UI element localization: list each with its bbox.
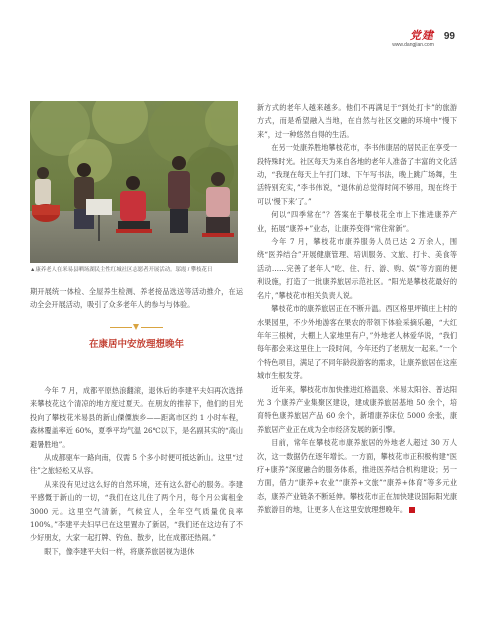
paragraph: 眼下，像李建平夫妇一样，将康养旅居视为退休 — [44, 546, 195, 556]
page-header — [392, 30, 455, 50]
paragraph: 期开展统一体检、全屋养生检测、养老接品选送等活动推介，在运动全会开展活动，吸引了众多老年人的参与与体验。 — [30, 287, 243, 310]
section-divider — [30, 322, 243, 334]
paragraph: 今年 7 月，成都平原热浪翻滚，退休后的李建平夫妇再次选择来攀枝花这个清凉的地方度过夏天。在朋友的推荐下，他们的目光投向了攀枝花米易县的新山傈僳族乡——距离市区约 1 小时车程，森林覆盖率近 60%，夏季平均气温 26℃以下，是名副其实的“高山避暑胜地”。 — [30, 386, 243, 449]
left-column-bottom — [30, 384, 243, 558]
section-title: 在康居中安放理想晚年 — [88, 339, 184, 350]
paragraph: 在另一处康养胜地攀枝花市，李书伟康居的居民正在享受一段特殊时光。社区每天为来自各地的老年人准备了丰富的文化活动，“我现在每天上午打门球、下午写书法，晚上跳广场舞，生活特别充实，”李书伟说，“退休前总觉得时间不够用，现在终于可以‘慢下来’了。” — [257, 143, 457, 206]
page-number: 99 — [443, 31, 455, 42]
magazine-logo-block — [392, 30, 434, 49]
paragraph: 从成都驱车一路向南，仅需 5 个多小时便可抵达新山。这里“过往”之旅轻松又从容。 — [30, 453, 243, 476]
magazine-logo: 党建 — [409, 29, 434, 42]
photo-caption: ▲康养老人在米易县晒场湖民主性红城社区志愿者开展活动。邬霞 / 攀枝花日 — [30, 267, 213, 273]
left-column-top — [30, 285, 243, 312]
photo-illustration — [30, 101, 238, 263]
paragraph-text: 目前，常年在攀枝花市康养旅居的外地老人超过 30 万人次，这一数据仍在逐年增长。一方面，攀枝花市正积极构建“医疗+康养”深度融合的服务体系，推进医养结合机构建设；另一方面，借力“康养+农业”“康养+文旅”“康养+体育”等多元业态，康养产业链条不断延伸。攀枝花市正在加快建设国际阳光康养旅游目的地，让更多人在这里安放理想晚年。 — [257, 438, 457, 515]
article-photo — [30, 101, 238, 263]
paragraph: 新方式的老年人越来越多。他们不再满足于“到处打卡”的旅游方式，而是希望融入当地，在自然与社区交融的环境中“慢下来”，过一种悠然自得的生活。 — [257, 103, 457, 139]
paragraph: 何以“四季常在”？答案在于攀枝花全市上下推进康养产业，拓展“康养+”业态，让康养变得“常住常新”。 — [257, 210, 457, 233]
triangle-icon — [133, 324, 139, 330]
paragraph: 攀枝花市的康养旅居正在不断升温。西区格里坪镇庄上村的水果园里，不少外地游客在果农的带领下体验采摘乐趣，“大红年年三根树，大棚上人家地里有户，”外地老人林爱华说，“我们每年都会来这里住上一段时间，今年还约了老朋友一起来。”一个个特色项目，满足了不同年龄段游客的需求，让康养旅居在这座城市生根发芽。 — [257, 304, 458, 381]
paragraph: 近年来，攀枝花市加快推进红格温泉、米易太阳谷、普达阳光 3 个康养产业集聚区建设，建成康养旅居基地 50 余个，培育特色康养旅居产品 60 余个，新增康养床位 5000 余张，康养旅居产业正在成为全市经济发展的新引擎。 — [257, 384, 457, 434]
paragraph: 从来没有见过这么好的自然环境，还有这么舒心的服务。李建平感慨于新山的一切，“我们在这儿住了两个月，每个月公寓租金 3000 元。这里空气清新，气候宜人，全年空气质量优良率 100%。”李建平夫妇早已在这里置办了新居，“我们还在这边有了不少好朋友，大家一起打牌、钓鱼、散步，比在成都还热闹。” — [30, 479, 243, 543]
paragraph: 今年 7 月，攀枝花市康养服务人员已达 2 万余人，围绕“医养结合”开展健康管理、培训服务、文旅、打卡、美食等活动……完善了老年人“吃、住、行、游、购、娱”等方面的便利设施，打造了一批康养旅居示范社区。“阳光是攀枝花最好的名片，”攀枝花市相关负责人说。 — [257, 237, 457, 300]
magazine-url: www.dangjian.com — [392, 42, 434, 48]
end-mark-icon — [409, 507, 415, 513]
right-column — [257, 101, 457, 517]
paragraph-last — [257, 436, 457, 516]
